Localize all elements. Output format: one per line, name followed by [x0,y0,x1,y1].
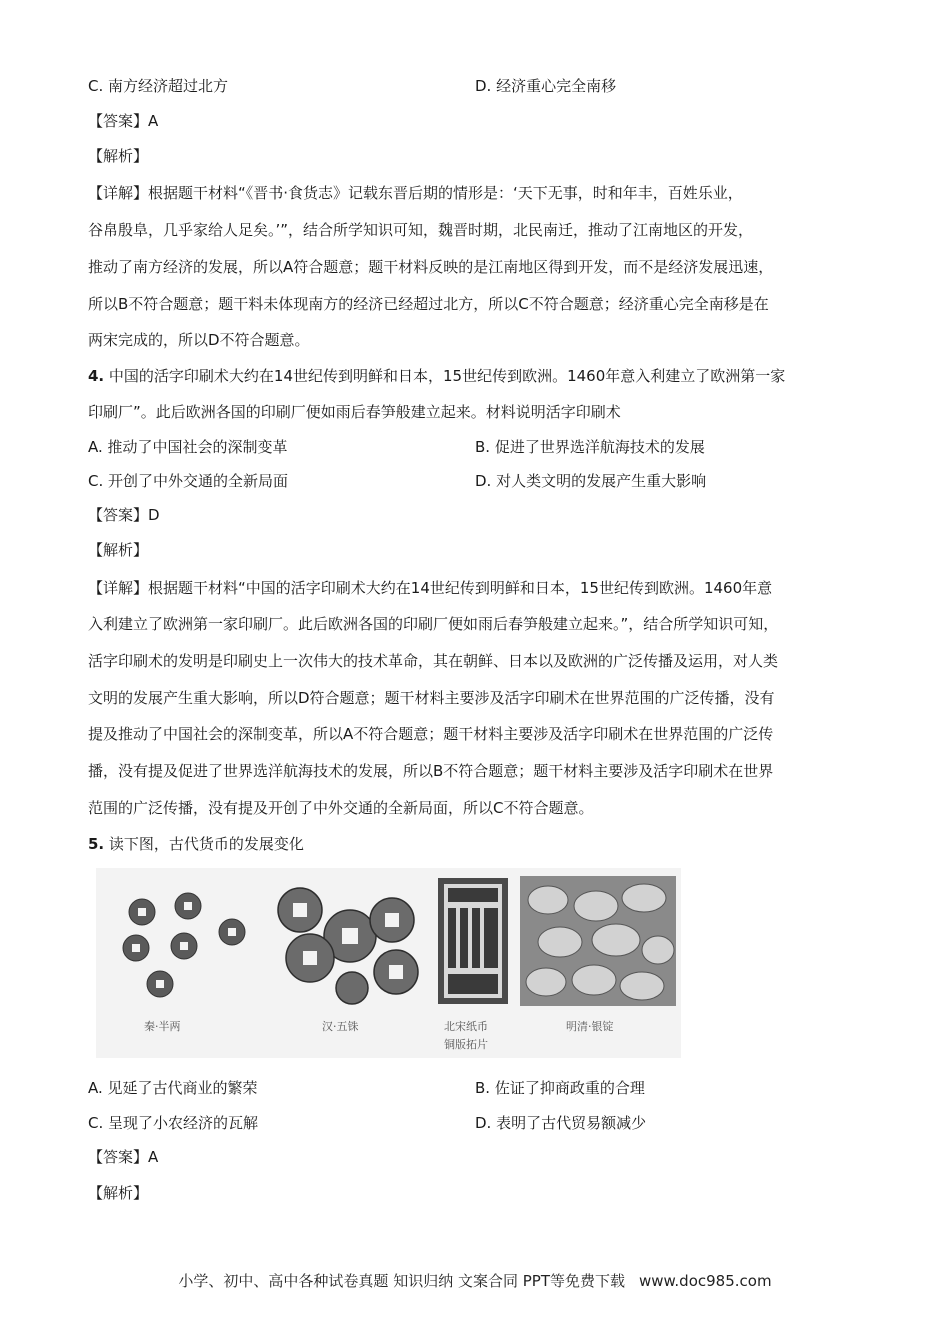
q3-option-d: D. 经济重心完全南移 [475,77,617,95]
song-paper-money-plate-image [436,876,510,1006]
footer-url-link[interactable]: www.doc985.com [638,1272,772,1290]
q4-answer [88,505,160,525]
q5-answer-value: A [148,1148,159,1166]
q5-option-b: B. 佐证了抑商政重的合理 [475,1079,645,1097]
caption-mingqing: 明清·银锭 [566,1020,614,1033]
q4-stem-line-1 [88,366,785,386]
q3-detail-line-5: 两宋完成的，所以D不符合题意。 [88,331,310,349]
caption-han: 汉·五铢 [322,1020,359,1033]
q3-analysis-label: 【解析】 [88,147,149,165]
page-footer [0,1270,950,1291]
q5-analysis-label: 【解析】 [88,1184,149,1202]
q4-detail-line-5: 提及推动了中国社会的深制变革，所以A不符合题意；题干材料主要涉及活字印刷术在世界范围的广泛传 [88,725,774,743]
q3-detail-line-4: 所以B不符合题意；题干料未体现南方的经济已经超过北方，所以C不符合题意；经济重心完全南移是在 [88,295,769,313]
q3-answer [88,111,158,131]
han-wuzhu-coins-image [262,876,430,1006]
q3-detail-line-2: 谷帛殷阜，几乎家给人足矣。’”，结合所学知识可知，魏晋时期，北民南迁，推动了江南地区的开发， [88,221,754,239]
q4-detail-line-7: 范围的广泛传播，没有提及开创了中外交通的全新局面，所以C不符合题意。 [88,799,594,817]
caption-song-2: 铜版拓片 [444,1038,488,1051]
q5-number: 5. [88,835,105,853]
caption-qin: 秦·半两 [144,1020,181,1033]
q4-stem-line-2: 印刷厂”。此后欧洲各国的印刷厂便如雨后春笋般建立起来。材料说明活字印刷术 [88,403,621,421]
q4-detail-line-1: 【详解】根据题干材料“中国的活字印刷术大约在14世纪传到明鲜和日本，15世纪传到欧洲。1460年意 [88,579,773,597]
q3-detail-line-1: 【详解】根据题干材料“《晋书·食货志》记载东晋后期的情形是：‘天下无事，时和年丰，百姓乐业， [88,184,743,202]
q4-detail-line-2: 入利建立了欧洲第一家印刷厂。此后欧洲各国的印刷厂便如雨后春笋般建立起来。”，结合所学知识可知， [88,615,779,633]
q4-stem-text-1: 中国的活字印刷术大约在14世纪传到明鲜和日本，15世纪传到欧洲。1460年意入利建立了欧洲第一家 [104,367,786,385]
q4-option-a: A. 推动了中国社会的深制变革 [88,438,288,456]
q4-option-c: C. 开创了中外交通的全新局面 [88,472,289,490]
q5-stem-text: 读下图，古代货币的发展变化 [104,835,304,853]
caption-song-1: 北宋纸币 [444,1020,488,1033]
q4-detail-line-6: 播，没有提及促进了世界选洋航海技术的发展，所以B不符合题意；题干材料主要涉及活字印刷术在世界 [88,762,774,780]
q4-option-b: B. 促进了世界选洋航海技术的发展 [475,438,705,456]
q4-number: 4. [88,367,105,385]
q4-option-d: D. 对人类文明的发展产生重大影响 [475,472,707,490]
ancient-currency-figure [96,868,681,1058]
q3-answer-value: A [148,112,159,130]
q3-detail-line-3: 推动了南方经济的发展，所以A符合题意；题干材料反映的是江南地区得到开发，而不是经济发展迅速， [88,258,774,276]
q5-answer [88,1147,158,1167]
q4-detail-line-4: 文明的发展产生重大影响，所以D符合题意；题干材料主要涉及活字印刷术在世界范围的广泛传播，没有 [88,689,775,707]
q3-option-c: C. 南方经济超过北方 [88,77,229,95]
q5-answer-label: 【答案】 [88,1148,149,1166]
q4-detail-line-3: 活字印刷术的发明是印刷史上一次伟大的技术革命，其在朝鲜、日本以及欧洲的广泛传播及运用，对人类 [88,652,779,670]
q5-option-d: D. 表明了古代贸易额减少 [475,1114,647,1132]
footer-text: 小学、初中、高中各种试卷真题 知识归纳 文案合同 PPT等免费下载 [178,1272,625,1290]
q5-option-a: A. 见延了古代商业的繁荣 [88,1079,258,1097]
q3-answer-label: 【答案】 [88,112,149,130]
q5-stem [88,834,304,854]
q4-analysis-label: 【解析】 [88,541,149,559]
qin-banliang-coins-image [102,876,262,1006]
mingqing-silver-ingots-image [520,876,676,1006]
q4-answer-label: 【答案】 [88,506,149,524]
q5-option-c: C. 呈现了小农经济的瓦解 [88,1114,259,1132]
q4-answer-value: D [148,506,160,524]
